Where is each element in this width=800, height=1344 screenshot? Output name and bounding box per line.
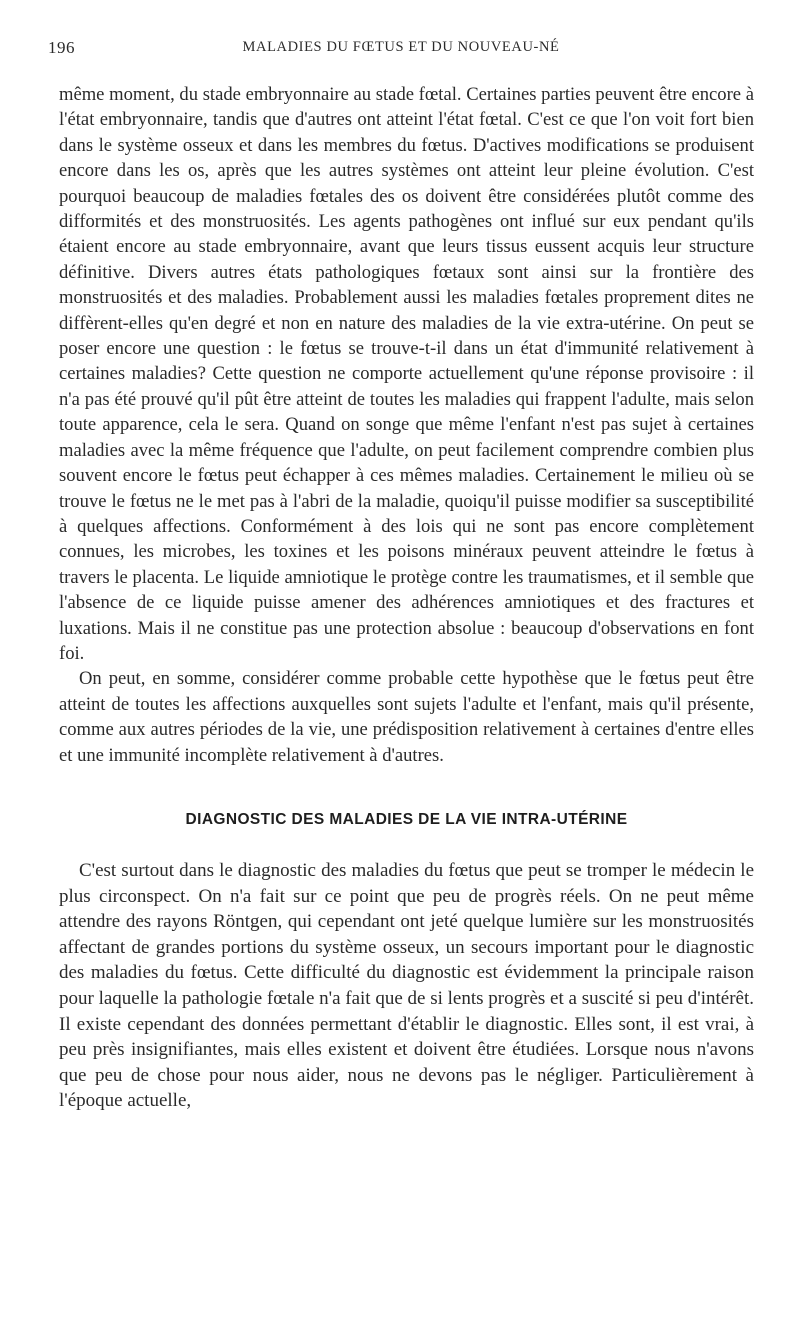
running-title: MALADIES DU FŒTUS ET DU NOUVEAU-NÉ bbox=[242, 39, 560, 55]
paragraph: C'est surtout dans le diagnostic des maladies du fœtus que peut se tromper le médecin le plus circonspect. On n'a fait sur ce point que peu de progrès réels. On ne peut même attendre des rayons Röntgen, qui cependant ont jeté quelque lumière sur les monstruosités affectant de grandes portions du système osseux, un secours important pour le diagnostic des maladies du fœtus. Cette difficulté du diagnostic est évidemment la principale raison pour laquelle la pathologie fœtale n'a fait que de si lents progrès et a suscité si peu d'intérêt. Il existe cependant des données permettant d'établir le diagnostic. Elles sont, il est vrai, à peu près insignifiantes, mais elles existent et doivent être étudiées. Lorsque nous n'avons que peu de chose pour nous aider, nous ne devons pas le négliger. Particulièrement à l'époque actuelle, bbox=[59, 859, 754, 1112]
paragraph: On peut, en somme, considérer comme probable cette hypothèse que le fœtus peut être atteint de toutes les affections auxquelles sont sujets l'adulte et l'enfant, mais qu'il présente, comme aux autres périodes de la vie, une prédisposition relativement à certaines d'entre elles et une immunité incomplète relativement à d'autres. bbox=[59, 668, 754, 766]
section-body bbox=[59, 858, 754, 1114]
paragraph: même moment, du stade embryonnaire au stade fœtal. Certaines parties peuvent être encore à l'état embryonnaire, tandis que d'autres ont atteint l'état fœtal. C'est ce que l'on voit fort bien dans le système osseux et dans les membres du fœtus. D'actives modifications se produisent encore dans les os, après que les autres systèmes ont atteint leur pleine évolution. C'est pourquoi beaucoup de maladies fœtales des os doivent être considérées plutôt comme des difformités et des monstruosités. Les agents pathogènes ont influé sur eux pendant qu'ils étaient encore au stade embryonnaire, avant que leurs tissus eussent acquis leur structure définitive. Divers autres états pathologiques fœtaux sont ainsi sur la frontière des monstruosités et des maladies. Probablement aussi les maladies fœtales proprement dites ne diffèrent-elles qu'en degré et non en nature des maladies de la vie extra-utérine. On peut se poser encore une question : le fœtus se trouve-t-il dans un état d'immunité relativement à certaines maladies? Cette question ne comporte actuellement qu'une réponse provisoire : il n'a pas été prouvé qu'il pût être atteint de toutes les maladies qui frappent l'adulte, mais selon toute apparence, cela le sera. Quand on songe que même l'enfant n'est pas sujet à certaines maladies avec la même fréquence que l'adulte, on peut facilement comprendre combien plus souvent encore le fœtus peut échapper à ces mêmes maladies. Certainement le milieu où se trouve le fœtus ne le met pas à l'abri de la maladie, quoiqu'il puisse modifier sa susceptibilité à quelques affections. Conformément à des lois qui ne sont pas encore complètement connues, les microbes, les toxines et les poisons minéraux peuvent atteindre le fœtus à travers le placenta. Le liquide amniotique le protège contre les traumatismes, et il semble que l'absence de ce liquide puisse amener des adhérences amniotiques et des fractures et luxations. Mais il ne constitue pas une protection absolue : beaucoup d'observations en font foi. bbox=[59, 84, 754, 664]
section-heading: DIAGNOSTIC DES MALADIES DE LA VIE INTRA-UTÉRINE bbox=[185, 810, 628, 828]
running-head bbox=[48, 38, 754, 60]
body-text bbox=[59, 82, 754, 1114]
page-number: 196 bbox=[48, 38, 75, 57]
